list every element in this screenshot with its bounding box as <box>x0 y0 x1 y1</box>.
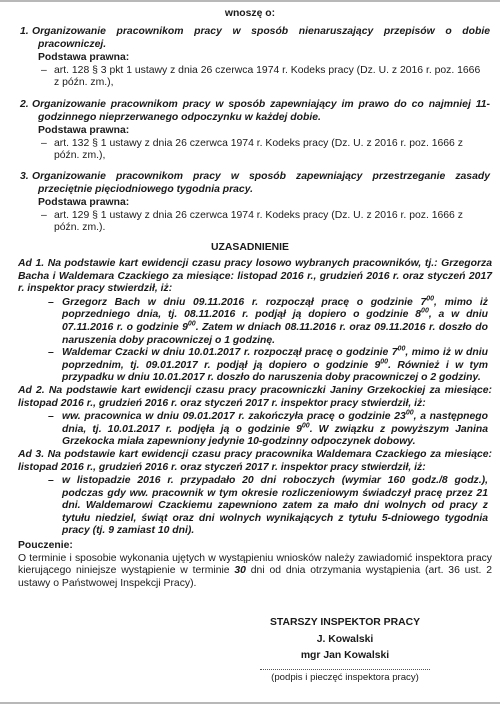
ad1-bullet-2 <box>18 347 492 385</box>
request-text-3: Organizowanie pracownikom pracy w sposób zapewniający przestrzeganie zasady przeciętnie pięciodniowego tygodnia pracy. <box>32 171 490 195</box>
instruction-label: Pouczenie: <box>18 540 73 552</box>
signature-full-name: mgr Jan Kowalski <box>300 650 390 662</box>
ad3-b1-text: w listopadzie 2016 r. przypadało 20 dni roboczych (wymiar 160 godz./8 godz.), podczas gdy ww. pracownik w tym okresie rozliczeniowym świadczył pracę przez 21 dni. Waldemarowi Czackiemu zapewniono zatem za mało dni wolnych od pracy z tytułu niedziel, świąt oraz dni wolnych wynikających z tytułu 5-dniowego tygodnia pracy (tj. 9 zamiast 10 dni). <box>62 475 488 537</box>
signature-name: J. Kowalski <box>316 633 374 645</box>
justification-section <box>18 258 492 590</box>
ad1-b1-text-a: Grzegorz Bach w dniu 09.11.2016 r. rozpoczął pracę o godzinie 7 <box>62 296 427 308</box>
instruction-text-b: dni od dnia otrzymania wystąpienia (art. 36 ust. 2 ustawy o Państwowej Inspekcji Pracy). <box>18 565 492 589</box>
ad2-intro: Ad 2. Na podstawie kart ewidencji czasu pracy pracowniczki Janiny Grzekockiej za miesiące: listopad 2016 r., grudzień 2016 r. oraz styczeń 2017 r. inspektor pracy stwierdził, iż: <box>18 384 492 409</box>
legal-basis-label-2: Podstawa prawna: <box>38 125 130 137</box>
request-item-3 <box>20 171 490 235</box>
ad1-b1-text-b: , mimo iż poprzedniego dnia, tj. 08.11.2016 r. podjął ją dopiero o godzinie 8 <box>62 296 488 321</box>
dash-marker: – <box>48 347 54 359</box>
request-text-2: Organizowanie pracownikom pracy w sposób zapewniający im prawo do co najmniej 11-godzinnego nieprzerwanego odpoczynku w każdej dobie. <box>32 99 490 123</box>
justification-heading: UZASADNIENIE <box>211 242 289 253</box>
ad3-intro: Ad 3. Na podstawie kart ewidencji czasu pracy pracownika Waldemara Czackiego za miesiące: listopad 2016 r., grudzień 2016 r. oraz styczeń 2017 r. inspektor pracy stwierdził, iż: <box>18 448 492 473</box>
request-number-1: 1. <box>20 26 29 37</box>
request-number-2: 2. <box>20 99 29 110</box>
legal-basis-label-1: Podstawa prawna: <box>38 52 130 64</box>
ad1-b1-text-d: . Zatem w dniach 08.11.2016 r. oraz 09.11.2016 r. doszło do naruszenia doby pracowniczej o 1 godzinę. <box>62 321 488 346</box>
ad3-bullet-1 <box>18 475 492 538</box>
instruction-text <box>18 553 492 591</box>
ad1-b2-text-c: . Również i w tym przypadku w dniu 10.01.2017 r. doszło do naruszenia doby pracowniczej o 2 godziny. <box>62 359 488 384</box>
ad1-b2-sup-2: 00 <box>380 358 389 366</box>
ad1-b2-sup-1: 00 <box>397 345 406 353</box>
request-number-3: 3. <box>20 171 29 182</box>
ad1-b1-sup-1: 00 <box>426 295 435 303</box>
top-border <box>0 0 500 2</box>
ad1-b1-sup-3: 00 <box>187 320 196 328</box>
instruction-text-a: O terminie i sposobie wykonania ujętych w wystąpieniu wniosków należy zawiadomić inspektora pracy kierującego niniejsze wystąpienie w terminie <box>18 552 492 577</box>
signature-caption: (podpis i pieczęć inspektora pracy) <box>271 671 419 683</box>
legal-basis-text-2: – art. 132 § 1 ustawy z dnia 26 czerwca 1974 r. Kodeks pracy (Dz. U. z 2016 r. poz. 1666 z późn. zm.), <box>38 138 490 163</box>
request-title-3 <box>20 171 490 196</box>
request-title-1 <box>20 26 490 51</box>
ad2-bullet-1 <box>18 411 492 449</box>
ad2-b1-sup-2: 00 <box>301 422 310 430</box>
request-item-1 <box>20 26 490 90</box>
instruction-days: 30 <box>234 565 246 577</box>
request-item-2 <box>20 99 490 163</box>
ad1-b2-text-b: , mimo iż w dniu poprzednim, tj. 09.01.2017 r. podjął ją dopiero o godzinie 9 <box>62 347 488 371</box>
request-heading: wnoszę o: <box>224 8 276 19</box>
legal-basis-text-1: – art. 128 § 3 pkt 1 ustawy z dnia 26 czerwca 1974 r. Kodeks pracy (Dz. U. z 2016 r. poz. 1666 z późn. zm.), <box>38 65 490 90</box>
ad1-intro: Ad 1. Na podstawie kart ewidencji czasu pracy losowo wybranych pracowników, tj.: Grzegorza Bacha i Waldemara Czackiego za miesiące: listopad 2016 r., grudzień 2016 r. oraz styczeń 2017 r. inspektor pracy stwierdził, iż: <box>18 258 492 295</box>
legal-basis-label-3: Podstawa prawna: <box>38 197 130 209</box>
ad2-b1-text-a: ww. pracownica w dniu 09.01.2017 r. zakończyła pracę o godzinie 23 <box>62 411 406 423</box>
ad2-b1-text-b: , a następnego dnia, tj. 10.01.2017 r. podjęła ją o godzinie 9 <box>62 411 488 435</box>
legal-basis-text-3: – art. 129 § 1 ustawy z dnia 26 czerwca 1974 r. Kodeks pracy (Dz. U. z 2016 r. poz. 1666 z późn. zm.). <box>38 210 490 235</box>
signature-block <box>260 617 430 684</box>
ad1-b1-sup-2: 00 <box>421 307 429 315</box>
ad2-b1-text-c: . W związku z powyższym Janina Grzekocka miała zapewniony jedynie 10-godzinny odpoczynek dobowy. <box>62 423 488 448</box>
request-text-1: Organizowanie pracownikom pracy w sposób nienaruszający przepisów o dobie pracowniczej. <box>32 26 490 50</box>
request-title-2 <box>20 99 490 124</box>
dash-marker: – <box>48 296 54 308</box>
ad1-b1-text-c: , a w dniu 07.11.2016 r. o godzinie 9 <box>62 309 488 333</box>
ad1-b2-text-a: Waldemar Czacki w dniu 10.01.2017 r. rozpoczął pracę o godzinie 7 <box>62 347 398 359</box>
dash-marker: – <box>48 475 54 487</box>
dash-marker: – <box>48 411 54 423</box>
signature-role: STARSZY INSPEKTOR PRACY <box>269 617 421 628</box>
ad2-b1-sup-1: 00 <box>405 409 414 417</box>
ad1-bullet-1 <box>18 297 492 347</box>
signature-line <box>260 669 430 670</box>
